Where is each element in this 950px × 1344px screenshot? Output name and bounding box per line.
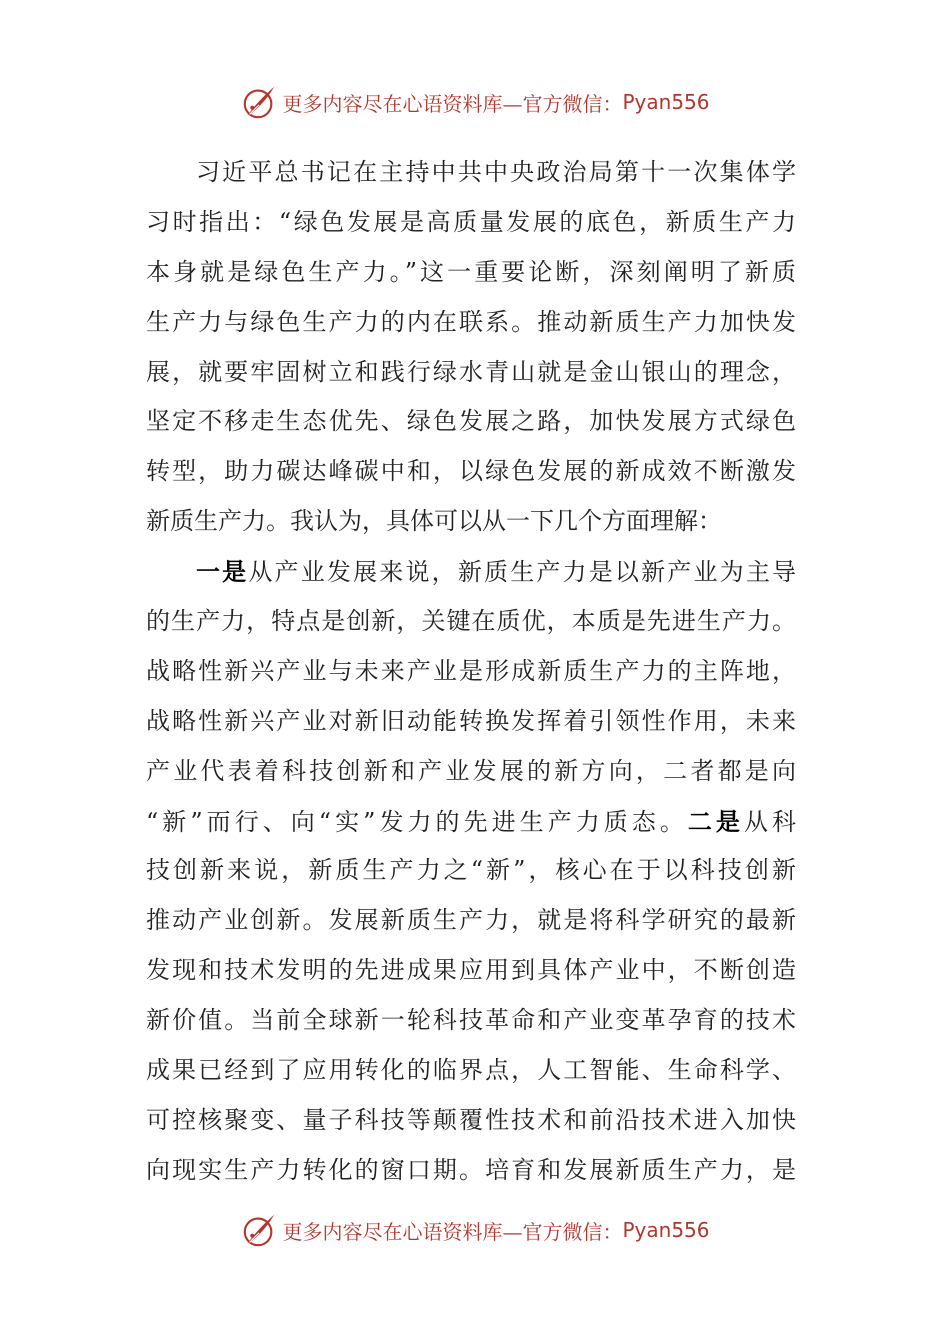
- text-line: 新质生产力。我认为，具体可以从一下几个方面理解：: [146, 507, 722, 536]
- text-line: 习时指出：“绿色发展是高质量发展的底色，新质生产力: [146, 207, 796, 236]
- text-line: 战略性新兴产业对新旧动能转换发挥着引领性作用，未来: [146, 706, 796, 735]
- text-line: [146, 547, 796, 597]
- text-line: 的生产力，特点是创新，关键在质优，本质是先进生产力。: [146, 607, 796, 636]
- text-line: 发现和技术发明的先进成果应用到具体产业中，不断创造: [146, 956, 796, 985]
- text-line: 生产力与绿色生产力的内在联系。推动新质生产力加快发: [146, 307, 796, 336]
- text-line: 习近平总书记在主持中共中央政治局第十一次集体学: [196, 158, 796, 186]
- banner-text: 更多内容尽在心语资料库—官方微信：: [282, 1219, 623, 1244]
- text-segment: 从科: [743, 807, 797, 836]
- banner-text: 更多内容尽在心语资料库—官方微信：: [282, 91, 623, 116]
- point-one-label: 一是: [196, 557, 249, 587]
- text-line: 新价值。当前全球新一轮科技革命和产业变革孕育的技术: [146, 1006, 796, 1035]
- text-line: 可控核聚变、量子科技等颠覆性技术和前沿技术进入加快: [146, 1105, 796, 1134]
- text-line: 本身就是绿色生产力。”这一重要论断，深刻阐明了新质: [146, 257, 796, 286]
- text-line: 转型，助力碳达峰碳中和，以绿色发展的新成效不断激发: [146, 457, 796, 486]
- quill-pen-icon: [240, 1211, 278, 1249]
- header-banner: [0, 82, 950, 122]
- document-body: [146, 148, 796, 1196]
- quill-pen-icon: [240, 83, 278, 121]
- text-segment: 从产业发展来说，新质生产力是以新产业为主导: [248, 558, 797, 587]
- text-line: 技创新来说，新质生产力之“新”，核心在于以科技创新: [146, 856, 796, 885]
- text-line: [146, 797, 796, 847]
- text-line: 坚定不移走生态优先、绿色发展之路，加快发展方式绿色: [146, 407, 796, 436]
- text-line: 推动产业创新。发展新质生产力，就是将科学研究的最新: [146, 906, 796, 935]
- text-line: 成果已经到了应用转化的临界点，人工智能、生命科学、: [146, 1056, 796, 1085]
- banner-wechat-id: Pyan556: [622, 1218, 710, 1242]
- text-segment: “新”而行、向“实”发力的先进生产力质态。: [146, 807, 688, 836]
- text-line: 向现实生产力转化的窗口期。培育和发展新质生产力，是: [146, 1155, 796, 1184]
- banner-wechat-id: Pyan556: [622, 90, 710, 114]
- text-line: 战略性新兴产业与未来产业是形成新质生产力的主阵地，: [146, 656, 796, 685]
- point-two-label: 二是: [687, 806, 744, 836]
- text-line: 展，就要牢固树立和践行绿水青山就是金山银山的理念，: [146, 357, 796, 386]
- text-line: 产业代表着科技创新和产业发展的新方向，二者都是向: [146, 756, 796, 785]
- footer-banner: [0, 1210, 950, 1250]
